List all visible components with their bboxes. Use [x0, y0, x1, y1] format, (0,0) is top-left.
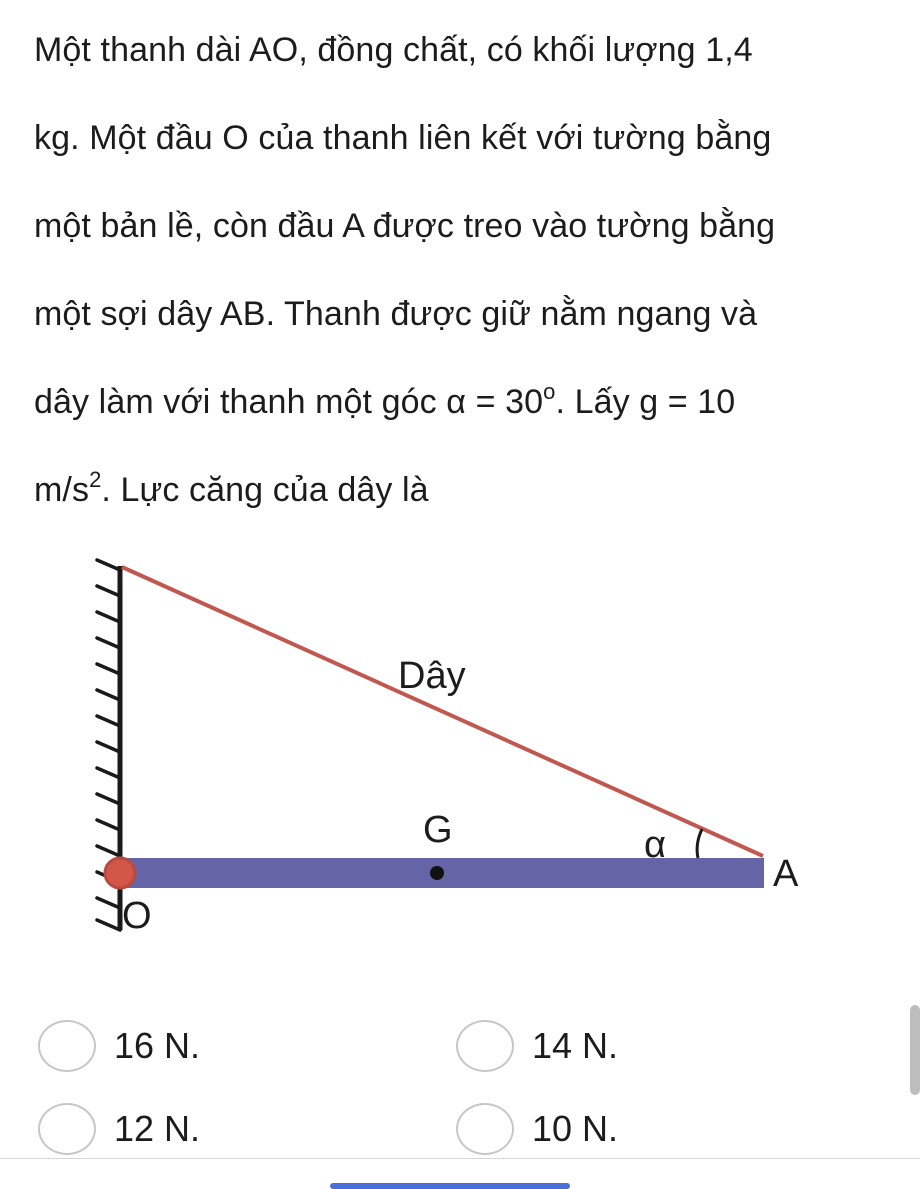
question-line-1: Một thanh dài AO, đồng chất, có khối lượng 1,4: [34, 31, 753, 69]
option-14n[interactable]: [456, 1020, 618, 1072]
option-16n-label: 16 N.: [114, 1025, 201, 1066]
bottom-divider: [0, 1158, 920, 1159]
option-12n-label: 12 N.: [114, 1108, 201, 1149]
angle-arc: [697, 829, 702, 858]
scrollbar-thumb[interactable]: [910, 1005, 920, 1095]
angle-label: α: [644, 824, 666, 866]
option-10n-radio[interactable]: [456, 1103, 514, 1155]
point-a-label: A: [773, 853, 799, 895]
option-12n[interactable]: [38, 1103, 200, 1155]
question-line-6: $m/s^2$. Lực căng của dây là: [34, 466, 429, 509]
rope-label: Dây: [398, 655, 466, 697]
hinge-circle: [105, 858, 135, 888]
question-line-4: một sợi dây AB. Thanh được giữ nằm ngang và: [34, 295, 758, 333]
option-16n[interactable]: [38, 1020, 200, 1072]
question-text: [34, 6, 894, 534]
physics-diagram: [0, 540, 920, 960]
center-of-mass-dot: [430, 866, 444, 880]
home-indicator: [330, 1183, 570, 1189]
option-14n-label: 14 N.: [532, 1025, 619, 1066]
center-of-mass-label: G: [423, 809, 453, 851]
point-o-label: O: [122, 895, 152, 937]
question-line-3: một bản lề, còn đầu A được treo vào tường bằng: [34, 207, 776, 245]
question-line-2: kg. Một đầu O của thanh liên kết với tường bằng: [34, 119, 772, 157]
option-16n-radio[interactable]: [38, 1020, 96, 1072]
option-10n-label: 10 N.: [532, 1108, 619, 1149]
option-12n-radio[interactable]: [38, 1103, 96, 1155]
option-10n[interactable]: [456, 1103, 618, 1155]
option-14n-radio[interactable]: [456, 1020, 514, 1072]
question-line-5: dây làm với thanh một góc $\alpha = 30^o$. Lấy g = 10: [34, 378, 736, 421]
